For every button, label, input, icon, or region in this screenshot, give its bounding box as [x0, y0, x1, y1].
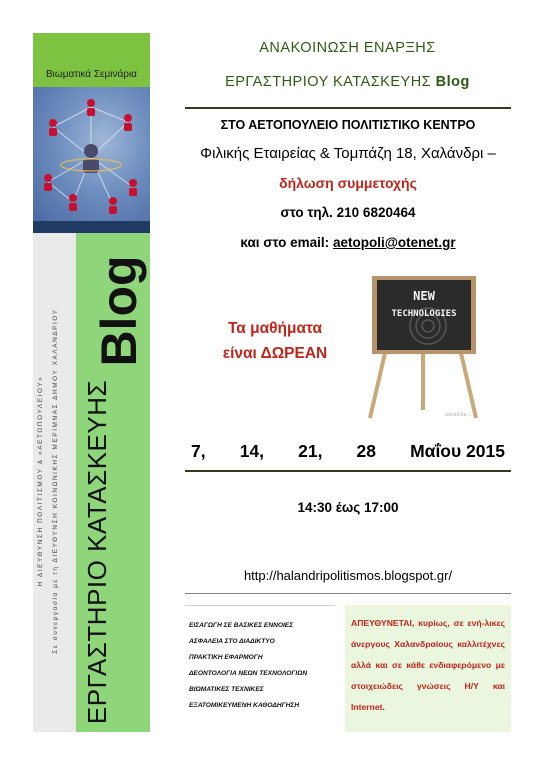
- organizer-credit: Η ΔΙΕΥΘΥΝΣΗ ΠΟΛΙΤΙΣΜΟΥ & «ΑΕΤΟΠΟΥΛΕΙΟΥ»: [37, 375, 44, 587]
- venue-name: ΣΤΟ ΑΕΤΟΠΟΥΛΕΙΟ ΠΟΛΙΤΙΣΤΙΚΟ ΚΕΝΤΡΟ: [220, 118, 476, 132]
- date-item: 28: [356, 441, 377, 461]
- date-item: 7,: [191, 441, 206, 461]
- topic-item: ΕΙΣΑΓΩΓΗ ΣΕ ΒΑΣΙΚΕΣ ΕΝΝΟΙΕΣ: [189, 622, 294, 629]
- announcement-heading: ΑΝΑΚΟΙΝΩΣΗ ΕΝΑΡΞΗΣ: [259, 40, 436, 56]
- chalkboard-illustration: [358, 270, 488, 420]
- topic-item: ΒΙΩΜΑΤΙΚΕΣ ΤΕΧΝΙΚΕΣ: [189, 686, 264, 693]
- sidebar-subtitle: Βιωματικά Σεμινάρια: [46, 69, 137, 80]
- date-month-year: Μαΐου 2015: [410, 441, 505, 461]
- workshop-heading: [185, 74, 510, 90]
- workshop-heading-text: ΕΡΓΑΣΤΗΡΙΟΥ ΚΑΤΑΣΚΕΥΗΣ: [225, 74, 432, 90]
- topic-item: ΠΡΑΚΤΙΚΗ ΕΦΑΡΜΟΓΗ: [189, 654, 263, 661]
- heading-divider: [185, 107, 511, 109]
- topic-item: ΔΕΟΝΤΟΛΟΓΙΑ ΝΕΩΝ ΤΕΧΝΟΛΟΓΙΩΝ: [189, 670, 308, 677]
- topics-list: [185, 605, 335, 733]
- board-text-technologies: TECHNOLOGIES: [391, 309, 457, 319]
- topic-item: ΕΞΑΤΟΜΙΚΕΥΜΕΝΗ ΚΑΘΟΔΗΓΗΣΗ: [189, 702, 300, 709]
- free-lessons-notice: [200, 316, 350, 366]
- audience-box: [345, 605, 511, 732]
- url-divider: [185, 593, 511, 594]
- sidebar-blog-word: Blog: [91, 255, 147, 367]
- email-link[interactable]: aetopoli@otenet.gr: [332, 235, 456, 250]
- phone-line: στο τηλ. 210 6820464: [280, 205, 416, 220]
- audience-end: .: [382, 702, 385, 712]
- workshop-heading-blog: Blog: [435, 74, 470, 90]
- registration-notice: δήλωση συμμετοχής: [279, 175, 417, 191]
- dates-row: [185, 441, 511, 462]
- session-time: 14:30 έως 17:00: [297, 500, 399, 515]
- audience-target: ΑΠΕΥΘΥΝΕΤΑΙ, κυρίως, σε ενή-λικες άνεργους Χαλανδραίους καλλιτέχνες αλλά και σε κάθε ενδιαφερόμενο με στοιχειώδεις γνώσεις Η/Υ και Internet: [351, 618, 505, 712]
- network-graphic-icon: [33, 87, 150, 221]
- sidebar-title: ΕΡΓΑΣΤΗΡΙΟ ΚΑΤΑΣΚΕΥΗΣ: [82, 379, 112, 725]
- email-prefix: και στο email:: [240, 235, 330, 250]
- blog-url-link[interactable]: http://halandripolitismos.blogspot.gr/: [243, 568, 453, 583]
- date-item: 14,: [239, 441, 265, 461]
- free-line-2: είναι ΔΩΡΕΑΝ: [222, 345, 328, 362]
- sidebar-header: [33, 33, 150, 87]
- collaboration-credit: Σε συνεργασία με τη ΔΙΕΥΘΥΝΣΗ ΚΟΙΝΩΝΙΚΗΣ ΜΕΡΙΜΝΑΣ ΔΗΜΟΥ ΧΑΛΑΝΔΡΙΟΥ: [52, 308, 59, 654]
- date-item: 21,: [298, 441, 323, 461]
- board-watermark: auravilla...: [444, 412, 472, 418]
- email-line: [185, 235, 511, 250]
- venue-address: Φιλικής Εταιρείας & Τομπάζη 18, Χαλάνδρι –: [200, 145, 496, 162]
- free-line-1: Τα μαθήματα: [227, 320, 323, 337]
- topic-item: ΑΣΦΑΛΕΙΑ ΣΤΟ ΔΙΑΔΙΚΤΥΟ: [189, 638, 275, 645]
- network-people-illustration: [33, 87, 150, 221]
- board-text-new: NEW: [413, 289, 435, 303]
- audience-text: [351, 613, 505, 718]
- dates-divider: [185, 470, 511, 472]
